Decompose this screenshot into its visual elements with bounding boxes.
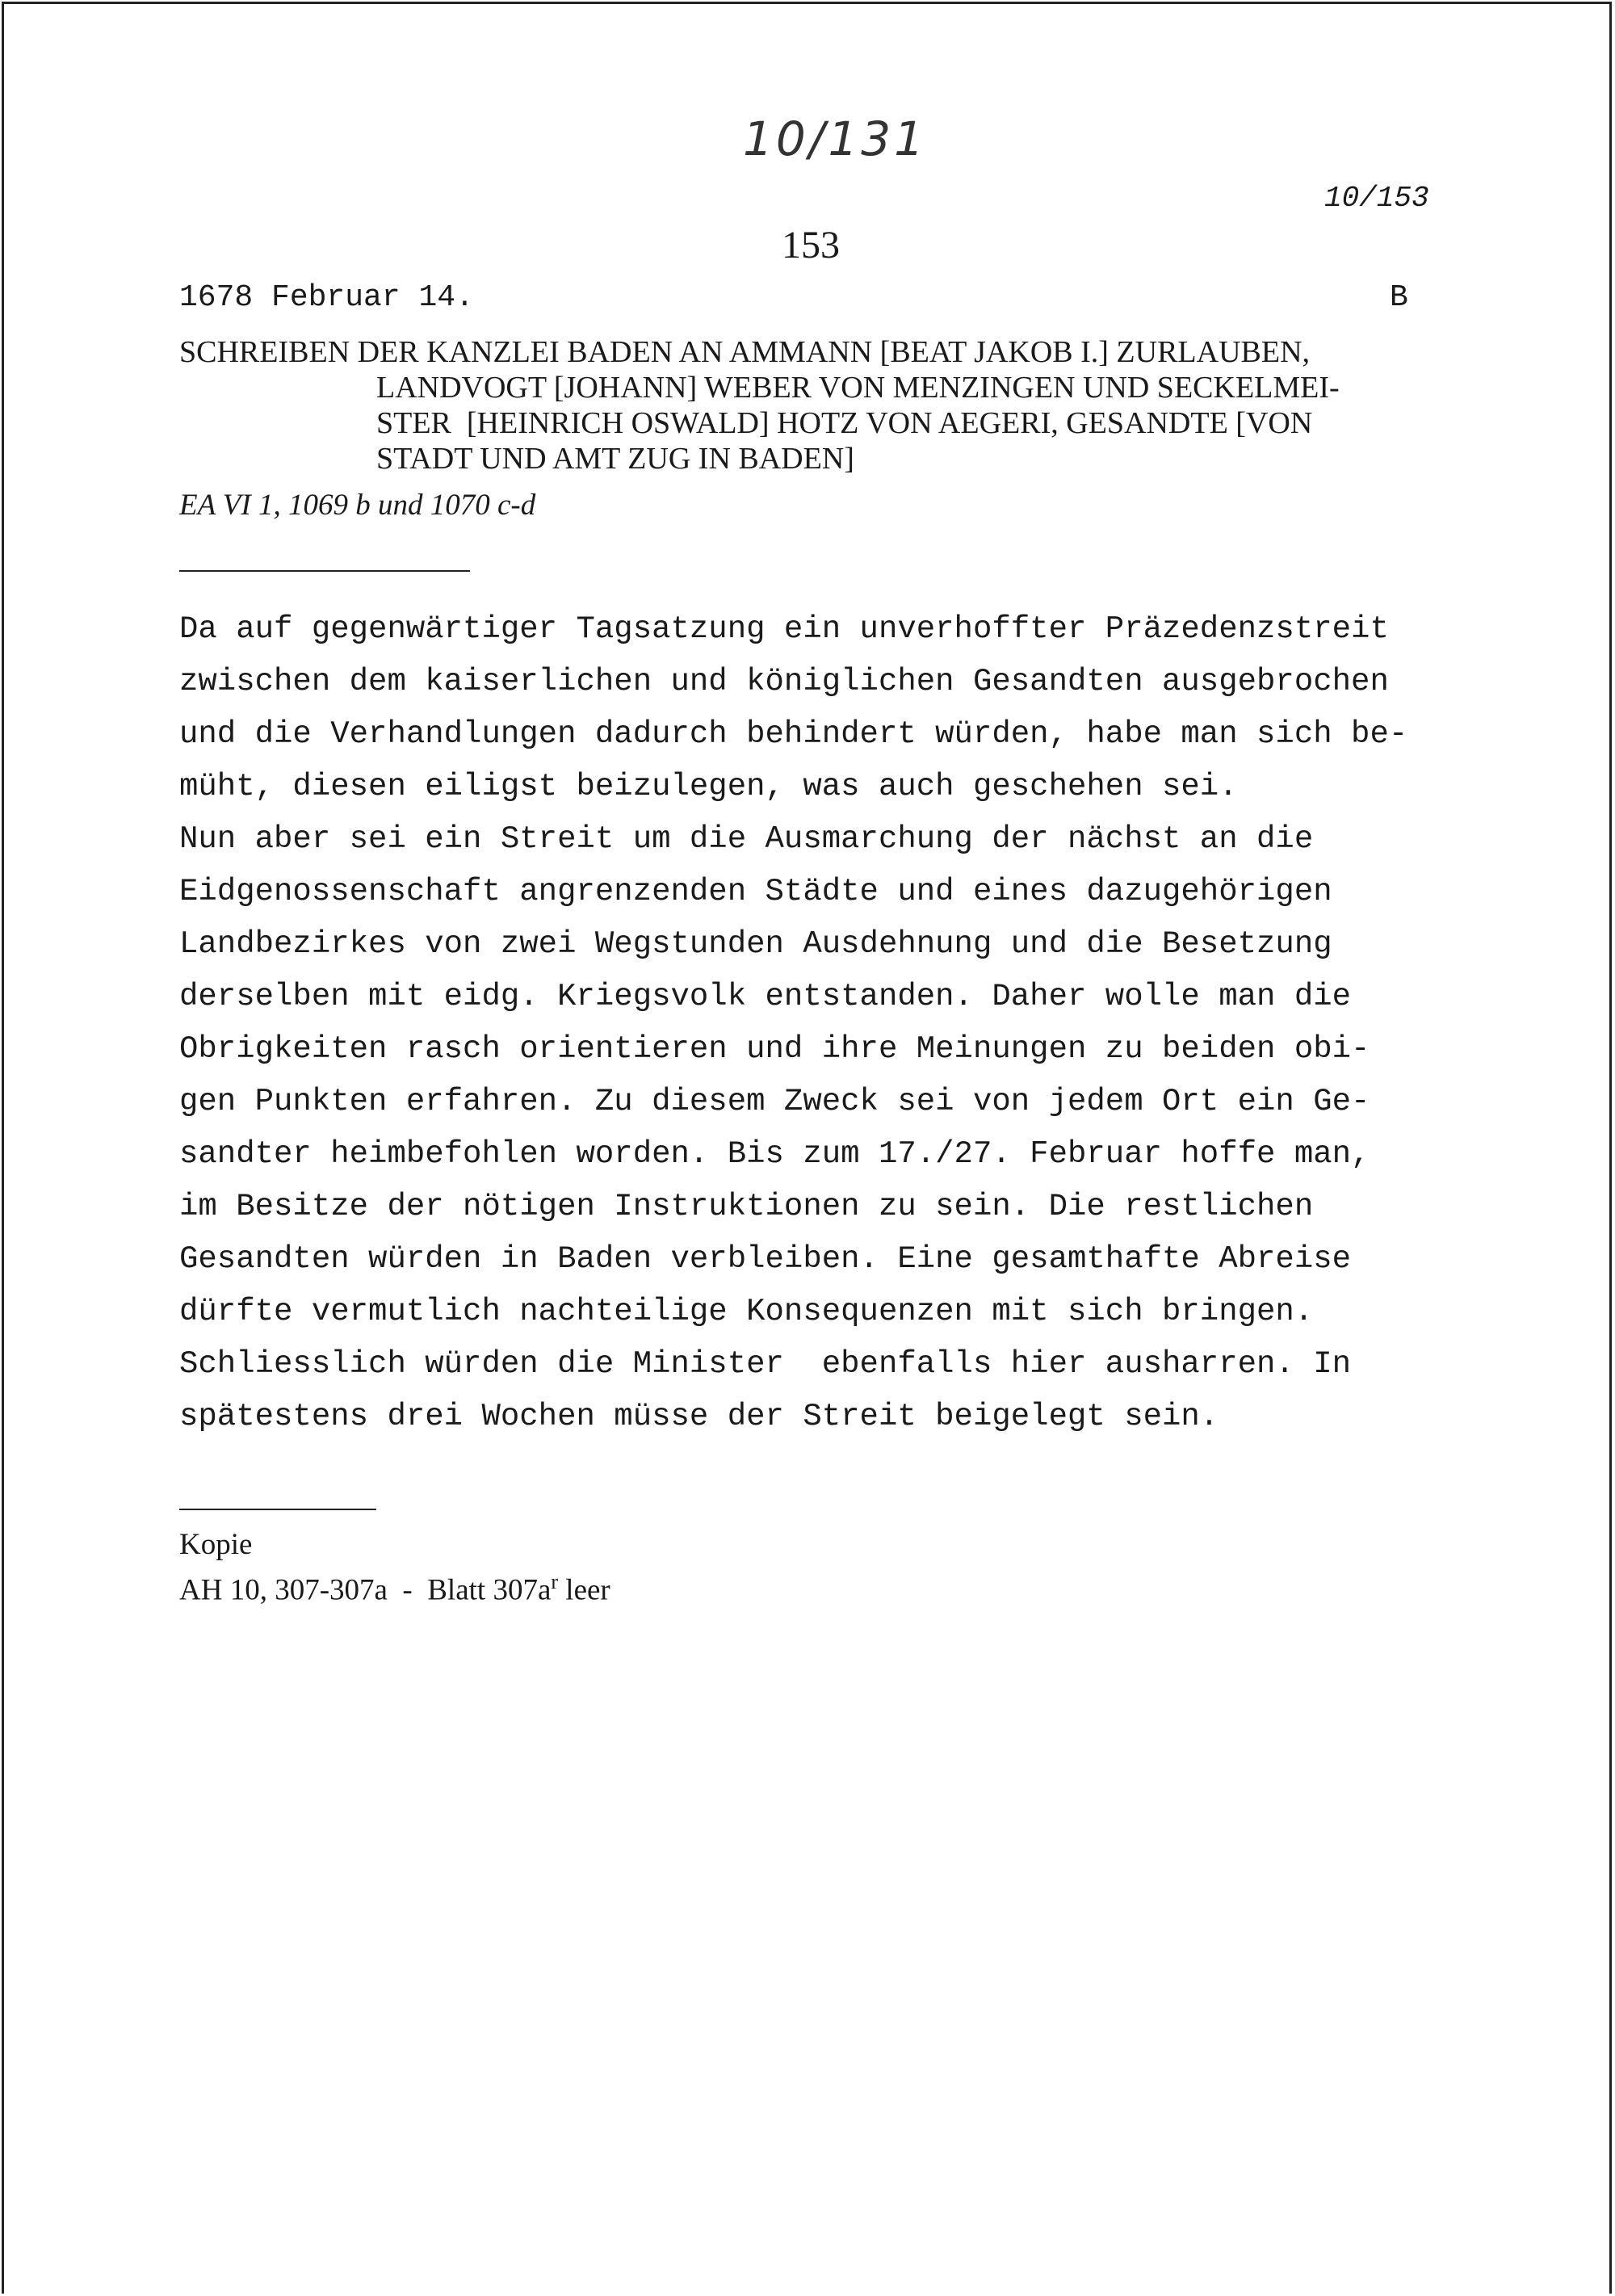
file-reference: 10/153 bbox=[1324, 182, 1429, 215]
footer-source-suffix: leer bbox=[558, 1573, 610, 1607]
body-line: dürfte vermutlich nachteilige Konsequenzen mit sich bringen. bbox=[179, 1294, 1314, 1329]
body-line: Obrigkeiten rasch orientieren und ihre Meinungen zu beiden obi- bbox=[179, 1031, 1370, 1067]
body-line: müht, diesen eiligst beizulegen, was auch geschehen sei. bbox=[179, 769, 1238, 804]
heading-line: LANDVOGT [JOHANN] WEBER VON MENZINGEN UND SECKELMEI- bbox=[376, 371, 1340, 405]
body-line: Landbezirkes von zwei Wegstunden Ausdehnung und die Besetzung bbox=[179, 926, 1332, 962]
separator-rule bbox=[179, 570, 470, 572]
body-line: spätestens drei Wochen müsse der Streit beigelegt sein. bbox=[179, 1399, 1219, 1434]
body-line: Nun aber sei ein Streit um die Ausmarchung der nächst an die bbox=[179, 821, 1314, 857]
body-line: Schliesslich würden die Minister ebenfalls hier ausharren. In bbox=[179, 1346, 1352, 1382]
footer-source-text: AH 10, 307-307a - Blatt 307a bbox=[179, 1573, 552, 1607]
document-date: 1678 Februar 14. bbox=[179, 280, 474, 315]
body-line: zwischen dem kaiserlichen und königlichen Gesandten ausgebrochen bbox=[179, 664, 1389, 699]
body-line: Da auf gegenwärtiger Tagsatzung ein unverhoffter Präzedenzstreit bbox=[179, 611, 1389, 647]
heading-line: STADT UND AMT ZUG IN BADEN] bbox=[376, 442, 854, 476]
handwritten-note: 10/131 bbox=[743, 111, 928, 166]
body-line: gen Punkten erfahren. Zu diesem Zweck sei von jedem Ort ein Ge- bbox=[179, 1084, 1370, 1119]
document-marker: B bbox=[1390, 280, 1408, 315]
heading-line: SCHREIBEN DER KANZLEI BADEN AN AMMANN [BEAT JAKOB I.] ZURLAUBEN, bbox=[179, 335, 1311, 369]
footer-source-superscript: r bbox=[551, 1570, 559, 1593]
body-line: im Besitze der nötigen Instruktionen zu sein. Die restlichen bbox=[179, 1189, 1314, 1224]
footer-kind: Kopie bbox=[179, 1528, 253, 1561]
footer-rule bbox=[179, 1509, 376, 1510]
body-line: Eidgenossenschaft angrenzenden Städte und eines dazugehörigen bbox=[179, 874, 1332, 909]
footer-source bbox=[179, 1564, 610, 1608]
page-number: 153 bbox=[782, 224, 840, 267]
body-line: sandter heimbefohlen worden. Bis zum 17./27. Februar hoffe man, bbox=[179, 1136, 1370, 1172]
body-line: Gesandten würden in Baden verbleiben. Eine gesamthafte Abreise bbox=[179, 1241, 1352, 1277]
body-line: und die Verhandlungen dadurch behindert würden, habe man sich be- bbox=[179, 716, 1408, 752]
body-line: derselben mit eidg. Kriegsvolk entstanden. Daher wolle man die bbox=[179, 979, 1352, 1014]
heading-line: STER [HEINRICH OSWALD] HOTZ VON AEGERI, GESANDTE [VON bbox=[376, 406, 1313, 440]
citation: EA VI 1, 1069 b und 1070 c-d bbox=[179, 489, 536, 522]
